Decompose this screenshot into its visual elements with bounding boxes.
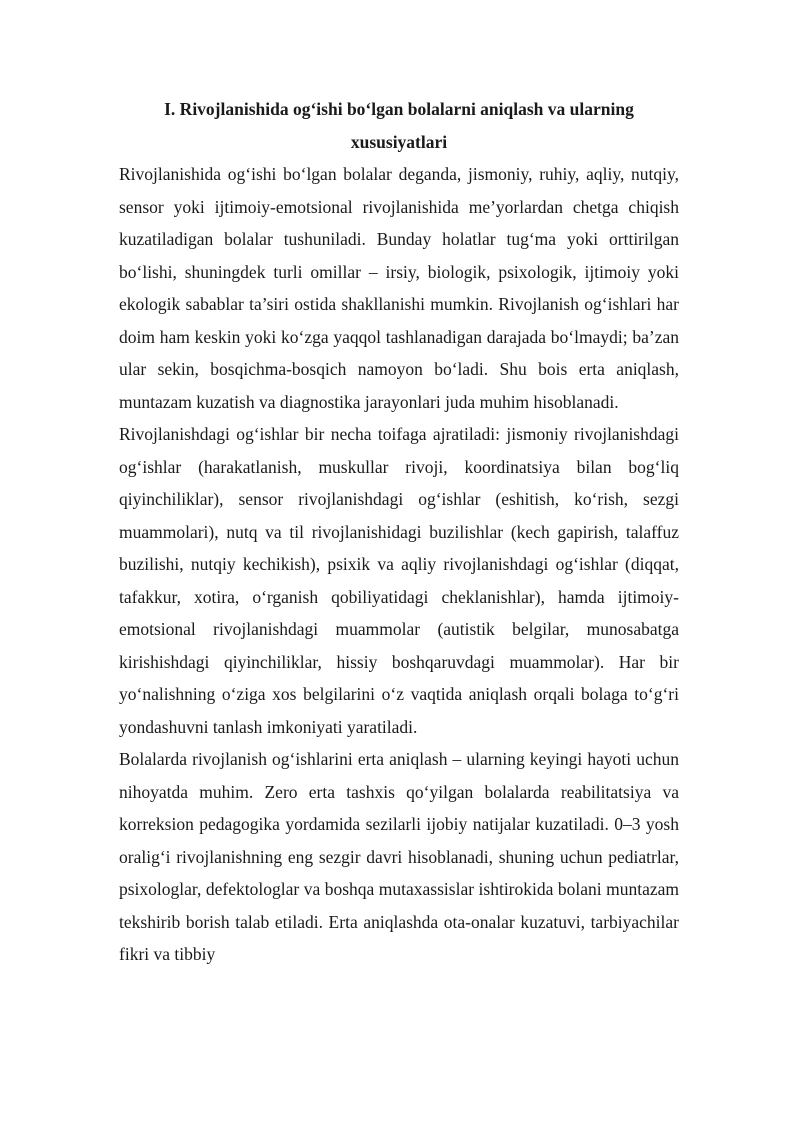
document-page — [119, 93, 679, 971]
paragraph-definition: Rivojlanishida og‘ishi bo‘lgan bolalar deganda, jismoniy, ruhiy, aqliy, nutqiy, sensor yoki ijtimoiy-emotsional rivojlanishida me’yorlardan chetga chiqish kuzatiladigan bolalar tushuniladi. Bunday holatlar tug‘ma yoki orttirilgan bo‘lishi, shuningdek turli omillar – irsiy, biologik, psixologik, ijtimoiy yoki ekologik sabablar ta’siri ostida shakllanishi mumkin. Rivojlanish og‘ishlari har doim ham keskin yoki ko‘zga yaqqol tashlanadigan darajada bo‘lmaydi; ba’zan ular sekin, bosqichma-bosqich namoyon bo‘ladi. Shu bois erta aniqlash, muntazam kuzatish va diagnostika jarayonlari juda muhim hisoblanadi. — [119, 164, 679, 412]
paragraph-categories: Rivojlanishdagi og‘ishlar bir necha toifaga ajratiladi: jismoniy rivojlanishdagi og‘ishlar (harakatlanish, muskullar rivoji, koordinatsiya bilan bog‘liq qiyinchiliklar), sensor rivojlanishdagi og‘ishlar (eshitish, ko‘rish, sezgi muammolari), nutq va til rivojlanishidagi buzilishlar (kech gapirish, talaffuz buzilishi, nutqiy kechikish), psixik va aqliy rivojlanishdagi og‘ishlar (diqqat, tafakkur, xotira, o‘rganish qobiliyatidagi cheklanishlar), hamda ijtimoiy-emotsional rivojlanishdagi muammolar (autistik belgilar, munosabatga kirishishdagi qiyinchiliklar, hissiy boshqaruvdagi muammolar). Har bir yo‘nalishning o‘ziga xos belgilarini o‘z vaqtida aniqlash orqali bolaga to‘g‘ri yondashuvni tanlash imkoniyati yaratiladi. — [119, 424, 679, 737]
paragraph-early-detection: Bolalarda rivojlanish og‘ishlarini erta aniqlash – ularning keyingi hayoti uchun nihoyatda muhim. Zero erta tashxis qo‘yilgan bolalarda reabilitatsiya va korreksion pedagogika yordamida sezilarli ijobiy natijalar kuzatiladi. 0–3 yosh oralig‘i rivojlanishning eng sezgir davri hisoblanadi, shuning uchun pediatrlar, psixologlar, defektologlar va boshqa mutaxassislar ishtirokida bolani muntazam tekshirib borish talab etiladi. Erta aniqlashda ota-onalar kuzatuvi, tarbiyachilar fikri va tibbiy — [119, 749, 679, 964]
section-title: I. Rivojlanishida og‘ishi bo‘lgan bolalarni aniqlash va ularning xususiyatlari — [164, 99, 634, 152]
